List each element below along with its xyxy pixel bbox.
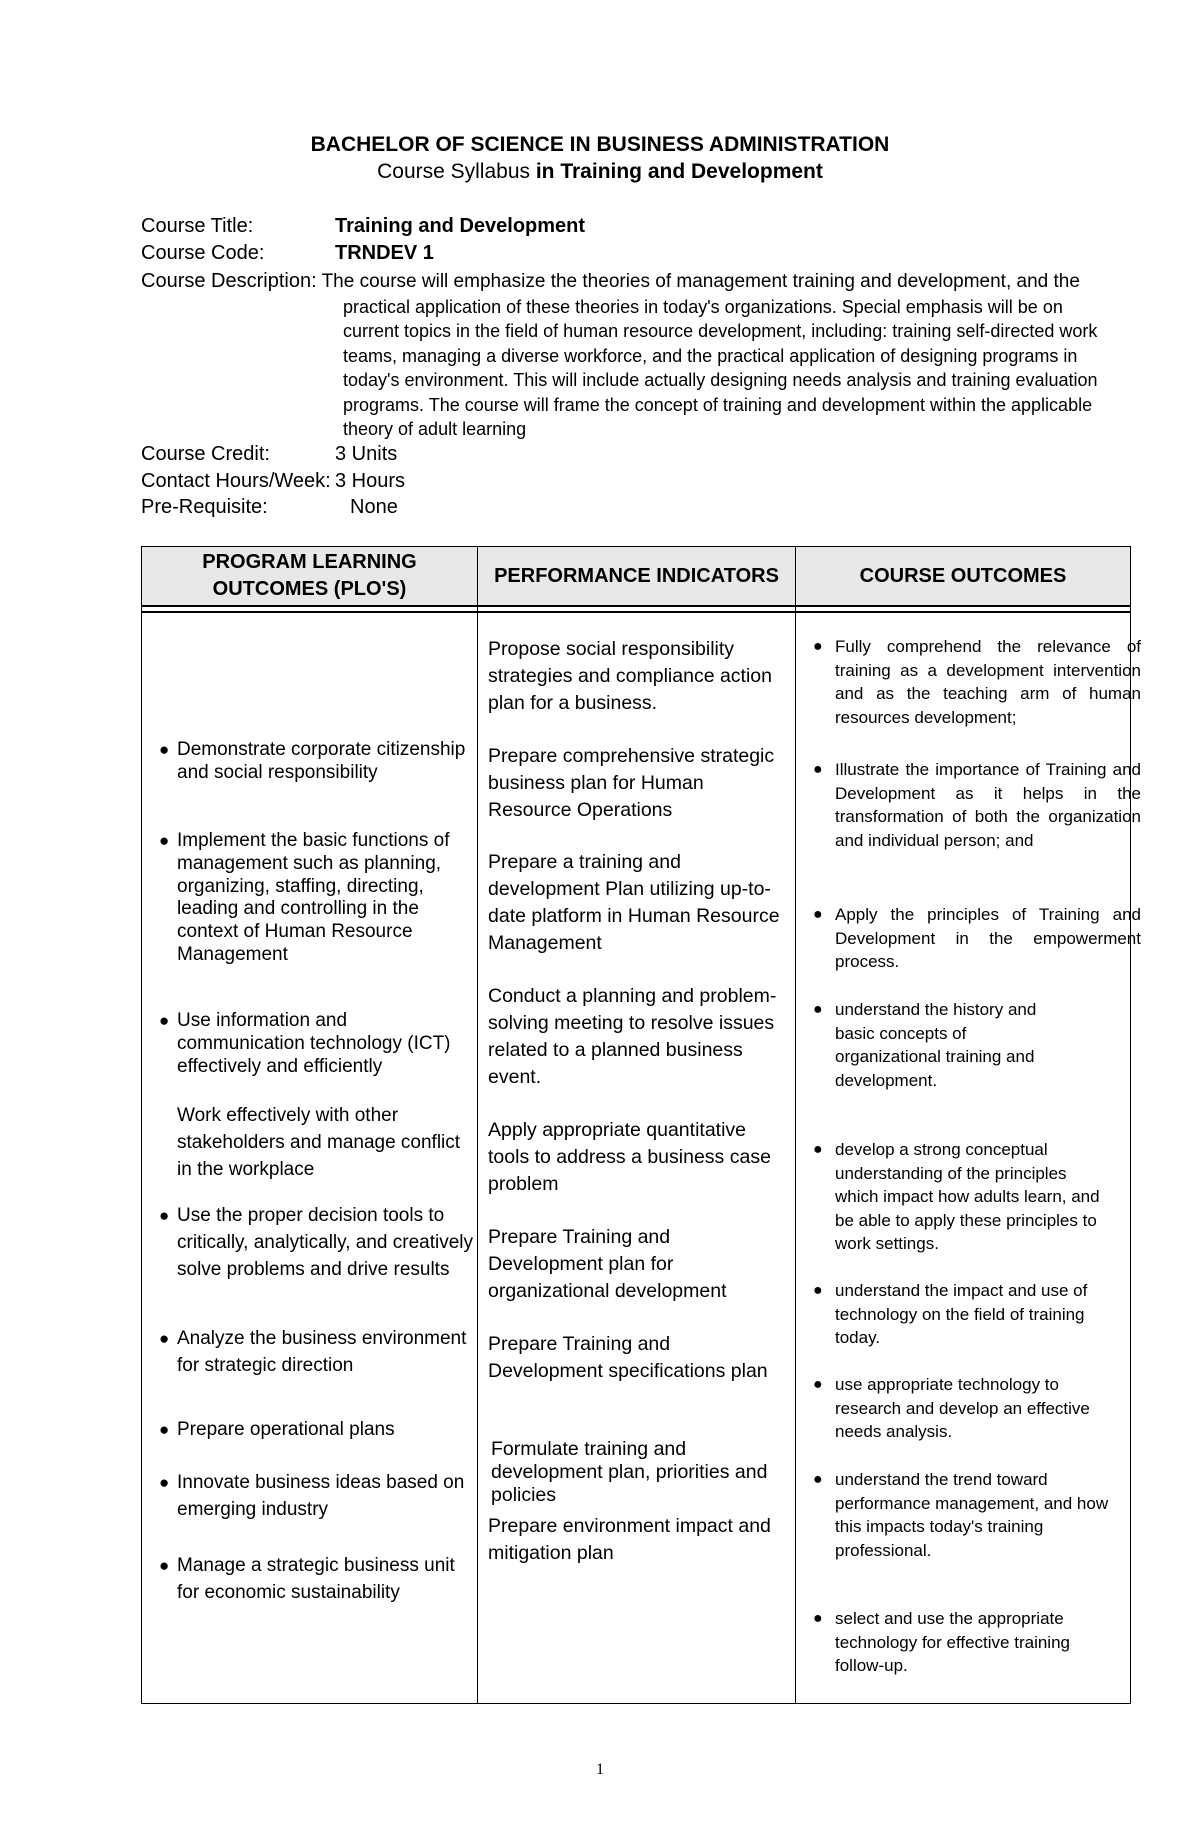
plo-item: ● Use information and communication technology (ICT) effectively and efficiently — [159, 1010, 451, 1077]
contact-hours-row — [141, 468, 405, 494]
header-indicators: PERFORMANCE INDICATORS — [478, 547, 796, 607]
course-title-value: Training and Development — [335, 215, 586, 237]
subtitle-course: in Training and Development — [535, 160, 823, 183]
course-title-label: Course Title: — [141, 215, 254, 237]
outcome-item: ● understand the impact and use of technology on the field of training today. — [813, 1281, 1088, 1348]
bullet-icon: ● — [159, 1329, 170, 1348]
bullet-icon: ● — [159, 1556, 170, 1575]
indicator-item: Prepare Training and Development plan for organizational development — [488, 1226, 727, 1302]
indicator-item: Prepare environment impact and mitigation plan — [488, 1515, 771, 1564]
plo-item: ● Innovate business ideas based on emerging industry — [154, 1469, 477, 1523]
outcome-item: ● Fully comprehend the relevance of training as a development intervention and as the teaching arm of human resources development; — [813, 637, 1141, 727]
bullet-icon: ● — [813, 1282, 823, 1299]
table-body-row — [142, 612, 1131, 1704]
bullet-icon: ● — [813, 1001, 823, 1018]
bullet-icon: ● — [159, 1473, 170, 1492]
plo-item: ● Implement the basic functions of management such as planning, organizing, staffing, directing, leading and controlling in the context of Human Resource Management — [159, 830, 450, 965]
header-outcomes: COURSE OUTCOMES — [796, 547, 1131, 607]
outcome-item: ● Illustrate the importance of Training and Development as it helps in the transformation of both the organization and individual person; and — [813, 760, 1141, 850]
subtitle-prefix: Course Syllabus — [377, 160, 536, 183]
indicator-item: Conduct a planning and problem-solving meeting to resolve issues related to a planned business event. — [488, 985, 777, 1088]
course-description-first-line: The course will emphasize the theories of management training and development, and the — [321, 271, 1080, 292]
program-title: BACHELOR OF SCIENCE IN BUSINESS ADMINISTRATION — [310, 133, 890, 156]
outcomes-cell — [796, 612, 1141, 1704]
bullet-icon: ● — [159, 1011, 170, 1030]
bullet-icon: ● — [159, 1420, 170, 1439]
indicator-item: Apply appropriate quantitative tools to address a business case problem — [488, 1119, 771, 1195]
plo-item: ● Manage a strategic business unit for economic sustainability — [154, 1552, 477, 1606]
bullet-icon: ● — [813, 906, 823, 923]
outcome-item: ● Apply the principles of Training and Development in the empowerment process. — [813, 905, 1141, 972]
indicator-item: Prepare a training and development Plan utilizing up-to-date platform in Human Resource Management — [488, 851, 780, 954]
bullet-icon: ● — [813, 1471, 823, 1488]
plo-item: ● Analyze the business environment for strategic direction — [154, 1325, 477, 1379]
plo-item: ● Demonstrate corporate citizenship and social responsibility — [159, 739, 466, 783]
contact-hours-value: 3 Hours — [335, 470, 406, 492]
plo-item: Work effectively with other stakeholders and manage conflict in the workplace — [177, 1105, 461, 1180]
course-description-text: practical application of these theories in today's organizations. Special emphasis will be on current topics in the field of human resource development, including: training self-directed work teams, managing a diverse workforce, and the practical application of designing programs in today's environment. This will include actually designing needs analysis and training evaluation programs. The course will frame the concept of training and development within the applicable theory of adult learning — [343, 297, 1098, 440]
prerequisite-label: Pre-Requisite: — [141, 496, 268, 518]
outcome-item: ● select and use the appropriate technology for effective training follow-up. — [813, 1609, 1070, 1676]
indicator-item: Formulate training and development plan, priorities and policies — [491, 1438, 768, 1506]
bullet-icon: ● — [159, 1206, 170, 1225]
bullet-icon: ● — [813, 1610, 823, 1627]
bullet-icon: ● — [159, 740, 170, 759]
outcome-item: ● use appropriate technology to research and develop an effective needs analysis. — [813, 1375, 1090, 1442]
indicator-item: Propose social responsibility strategies and compliance action plan for a business. — [488, 638, 772, 714]
bullet-icon: ● — [813, 761, 823, 778]
syllabus-subtitle — [0, 160, 1200, 184]
indicators-cell — [478, 612, 796, 1704]
indicator-item: Prepare comprehensive strategic business plan for Human Resource Operations — [488, 745, 775, 821]
bullet-icon: ● — [813, 638, 823, 655]
contact-hours-label: Contact Hours/Week: — [141, 470, 331, 492]
plo-item: ● Use the proper decision tools to critically, analytically, and creatively solve problems and drive results — [154, 1202, 477, 1283]
course-description-label: Course Description: — [141, 270, 317, 292]
course-credit-label: Course Credit: — [141, 443, 270, 465]
bullet-icon: ● — [813, 1376, 823, 1393]
bullet-icon: ● — [159, 831, 170, 850]
course-title-row — [141, 213, 585, 239]
course-code-label: Course Code: — [141, 242, 265, 264]
plo-cell — [142, 612, 478, 1704]
page-number: 1 — [596, 1761, 604, 1778]
course-credit-row — [141, 441, 397, 467]
prerequisite-value: None — [350, 496, 398, 518]
header-plo: PROGRAM LEARNING OUTCOMES (PLO'S) — [142, 547, 478, 607]
outcome-item: ● understand the history and basic concepts of organizational training and development. — [813, 1000, 1037, 1090]
course-description-row — [141, 268, 1080, 295]
prerequisite-row — [141, 494, 398, 520]
course-code-row — [141, 240, 434, 266]
outcome-item: ● develop a strong conceptual understanding of the principles which impact how adults learn, and be able to apply these principles to work settings. — [813, 1140, 1100, 1254]
bullet-icon: ● — [813, 1141, 823, 1158]
course-credit-value: 3 Units — [335, 443, 398, 465]
plo-item: ● Prepare operational plans — [154, 1416, 477, 1443]
table-header-row — [142, 547, 1131, 607]
course-code-value: TRNDEV 1 — [335, 242, 434, 264]
outcomes-table — [141, 546, 1141, 1704]
outcome-item: ● understand the trend toward performance management, and how this impacts today's training professional. — [813, 1470, 1109, 1560]
indicator-item: Prepare Training and Development specifications plan — [488, 1333, 768, 1382]
